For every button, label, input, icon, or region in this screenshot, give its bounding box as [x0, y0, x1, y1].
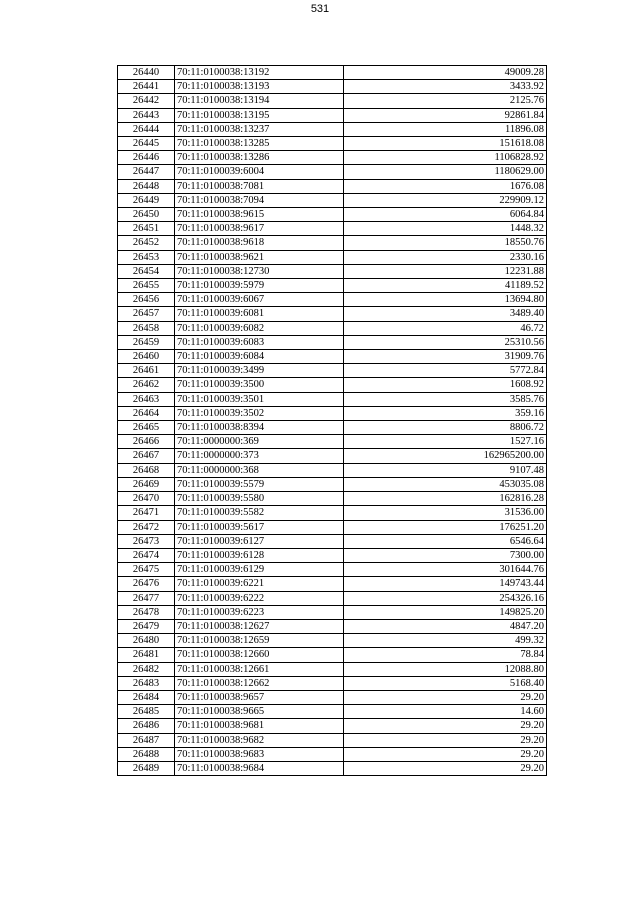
cadastral-number-cell: 70:11:0100039:6221	[175, 577, 344, 591]
value-cell: 29.20	[344, 733, 547, 747]
cadastral-number-cell: 70:11:0100038:9665	[175, 705, 344, 719]
row-number-cell: 26460	[118, 350, 175, 364]
row-number-cell: 26453	[118, 250, 175, 264]
cadastral-number-cell: 70:11:0100038:9681	[175, 719, 344, 733]
cadastral-number-cell: 70:11:0100039:6128	[175, 548, 344, 562]
value-cell: 12231.88	[344, 264, 547, 278]
row-number-cell: 26457	[118, 307, 175, 321]
table-row	[118, 747, 547, 761]
cadastral-number-cell: 70:11:0100039:6127	[175, 534, 344, 548]
table-row	[118, 279, 547, 293]
value-cell: 13694.80	[344, 293, 547, 307]
table-row	[118, 94, 547, 108]
cadastral-number-cell: 70:11:0100038:12730	[175, 264, 344, 278]
cadastral-number-cell: 70:11:0000000:373	[175, 449, 344, 463]
value-cell: 149825.20	[344, 605, 547, 619]
value-cell: 6064.84	[344, 208, 547, 222]
row-number-cell: 26448	[118, 179, 175, 193]
cadastral-number-cell: 70:11:0100039:6084	[175, 350, 344, 364]
cadastral-number-cell: 70:11:0100038:13195	[175, 108, 344, 122]
table-row	[118, 520, 547, 534]
table-row	[118, 80, 547, 94]
row-number-cell: 26458	[118, 321, 175, 335]
value-cell: 2330.16	[344, 250, 547, 264]
value-cell: 1676.08	[344, 179, 547, 193]
table-row	[118, 690, 547, 704]
table-row	[118, 492, 547, 506]
cadastral-number-cell: 70:11:0100039:3501	[175, 392, 344, 406]
row-number-cell: 26450	[118, 208, 175, 222]
value-cell: 31909.76	[344, 350, 547, 364]
row-number-cell: 26444	[118, 122, 175, 136]
table-row	[118, 264, 547, 278]
row-number-cell: 26465	[118, 421, 175, 435]
value-cell: 1527.16	[344, 435, 547, 449]
table-row	[118, 236, 547, 250]
table-row	[118, 548, 547, 562]
row-number-cell: 26483	[118, 676, 175, 690]
table-row	[118, 463, 547, 477]
value-cell: 29.20	[344, 747, 547, 761]
row-number-cell: 26445	[118, 137, 175, 151]
row-number-cell: 26469	[118, 477, 175, 491]
table-body	[118, 66, 547, 776]
row-number-cell: 26476	[118, 577, 175, 591]
cadastral-number-cell: 70:11:0100039:5617	[175, 520, 344, 534]
data-table	[117, 65, 547, 776]
cadastral-number-cell: 70:11:0000000:369	[175, 435, 344, 449]
value-cell: 12088.80	[344, 662, 547, 676]
value-cell: 3585.76	[344, 392, 547, 406]
value-cell: 18550.76	[344, 236, 547, 250]
row-number-cell: 26454	[118, 264, 175, 278]
row-number-cell: 26456	[118, 293, 175, 307]
value-cell: 29.20	[344, 690, 547, 704]
table-row	[118, 222, 547, 236]
cadastral-number-cell: 70:11:0100038:9615	[175, 208, 344, 222]
value-cell: 149743.44	[344, 577, 547, 591]
row-number-cell: 26461	[118, 364, 175, 378]
value-cell: 92861.84	[344, 108, 547, 122]
table-row	[118, 179, 547, 193]
value-cell: 25310.56	[344, 335, 547, 349]
cadastral-number-cell: 70:11:0100038:9682	[175, 733, 344, 747]
table-row	[118, 293, 547, 307]
row-number-cell: 26471	[118, 506, 175, 520]
row-number-cell: 26459	[118, 335, 175, 349]
value-cell: 78.84	[344, 648, 547, 662]
cadastral-number-cell: 70:11:0100038:13193	[175, 80, 344, 94]
cadastral-number-cell: 70:11:0100039:3502	[175, 406, 344, 420]
table-row	[118, 122, 547, 136]
value-cell: 14.60	[344, 705, 547, 719]
cadastral-number-cell: 70:11:0100039:3500	[175, 378, 344, 392]
row-number-cell: 26479	[118, 619, 175, 633]
row-number-cell: 26447	[118, 165, 175, 179]
cadastral-number-cell: 70:11:0100038:13194	[175, 94, 344, 108]
row-number-cell: 26473	[118, 534, 175, 548]
table-row	[118, 506, 547, 520]
cadastral-number-cell: 70:11:0100038:9684	[175, 761, 344, 775]
table-row	[118, 66, 547, 80]
table-row	[118, 591, 547, 605]
row-number-cell: 26478	[118, 605, 175, 619]
row-number-cell: 26446	[118, 151, 175, 165]
table-row	[118, 421, 547, 435]
value-cell: 9107.48	[344, 463, 547, 477]
table-row	[118, 321, 547, 335]
cadastral-number-cell: 70:11:0100038:13237	[175, 122, 344, 136]
table-row	[118, 137, 547, 151]
table-row	[118, 392, 547, 406]
cadastral-number-cell: 70:11:0100038:13285	[175, 137, 344, 151]
table-row	[118, 208, 547, 222]
page-number: 531	[310, 3, 330, 15]
row-number-cell: 26452	[118, 236, 175, 250]
value-cell: 254326.16	[344, 591, 547, 605]
table-row	[118, 719, 547, 733]
row-number-cell: 26487	[118, 733, 175, 747]
table-row	[118, 449, 547, 463]
value-cell: 229909.12	[344, 193, 547, 207]
value-cell: 3433.92	[344, 80, 547, 94]
cadastral-number-cell: 70:11:0100039:6083	[175, 335, 344, 349]
row-number-cell: 26443	[118, 108, 175, 122]
cadastral-number-cell: 70:11:0100038:9617	[175, 222, 344, 236]
value-cell: 8806.72	[344, 421, 547, 435]
value-cell: 176251.20	[344, 520, 547, 534]
table-row	[118, 605, 547, 619]
cadastral-number-cell: 70:11:0100039:6222	[175, 591, 344, 605]
row-number-cell: 26462	[118, 378, 175, 392]
value-cell: 359.16	[344, 406, 547, 420]
cadastral-number-cell: 70:11:0100038:8394	[175, 421, 344, 435]
row-number-cell: 26455	[118, 279, 175, 293]
value-cell: 162965200.00	[344, 449, 547, 463]
row-number-cell: 26442	[118, 94, 175, 108]
cadastral-number-cell: 70:11:0100038:9621	[175, 250, 344, 264]
cadastral-number-cell: 70:11:0100038:12627	[175, 619, 344, 633]
value-cell: 46.72	[344, 321, 547, 335]
row-number-cell: 26463	[118, 392, 175, 406]
value-cell: 499.32	[344, 634, 547, 648]
value-cell: 151618.08	[344, 137, 547, 151]
row-number-cell: 26475	[118, 563, 175, 577]
table-row	[118, 676, 547, 690]
cadastral-number-cell: 70:11:0100038:9683	[175, 747, 344, 761]
table-row	[118, 634, 547, 648]
value-cell: 7300.00	[344, 548, 547, 562]
row-number-cell: 26481	[118, 648, 175, 662]
table-row	[118, 577, 547, 591]
value-cell: 2125.76	[344, 94, 547, 108]
cadastral-number-cell: 70:11:0100039:5979	[175, 279, 344, 293]
value-cell: 5168.40	[344, 676, 547, 690]
row-number-cell: 26474	[118, 548, 175, 562]
value-cell: 29.20	[344, 761, 547, 775]
table-row	[118, 705, 547, 719]
cadastral-number-cell: 70:11:0100038:7081	[175, 179, 344, 193]
cadastral-number-cell: 70:11:0100038:12661	[175, 662, 344, 676]
value-cell: 453035.08	[344, 477, 547, 491]
row-number-cell: 26470	[118, 492, 175, 506]
row-number-cell: 26449	[118, 193, 175, 207]
table-row	[118, 364, 547, 378]
cadastral-number-cell: 70:11:0000000:368	[175, 463, 344, 477]
value-cell: 41189.52	[344, 279, 547, 293]
table-row	[118, 378, 547, 392]
value-cell: 4847.20	[344, 619, 547, 633]
value-cell: 1106828.92	[344, 151, 547, 165]
cadastral-number-cell: 70:11:0100039:5580	[175, 492, 344, 506]
row-number-cell: 26467	[118, 449, 175, 463]
value-cell: 301644.76	[344, 563, 547, 577]
row-number-cell: 26441	[118, 80, 175, 94]
table-row	[118, 477, 547, 491]
table-row	[118, 165, 547, 179]
value-cell: 1180629.00	[344, 165, 547, 179]
row-number-cell: 26440	[118, 66, 175, 80]
cadastral-number-cell: 70:11:0100039:3499	[175, 364, 344, 378]
cadastral-number-cell: 70:11:0100039:6129	[175, 563, 344, 577]
cadastral-number-cell: 70:11:0100038:7094	[175, 193, 344, 207]
value-cell: 49009.28	[344, 66, 547, 80]
row-number-cell: 26477	[118, 591, 175, 605]
table-row	[118, 335, 547, 349]
table-row	[118, 193, 547, 207]
row-number-cell: 26451	[118, 222, 175, 236]
row-number-cell: 26480	[118, 634, 175, 648]
table-row	[118, 733, 547, 747]
table-row	[118, 250, 547, 264]
value-cell: 5772.84	[344, 364, 547, 378]
row-number-cell: 26485	[118, 705, 175, 719]
table-row	[118, 406, 547, 420]
cadastral-number-cell: 70:11:0100039:6082	[175, 321, 344, 335]
row-number-cell: 26486	[118, 719, 175, 733]
cadastral-number-cell: 70:11:0100038:9618	[175, 236, 344, 250]
row-number-cell: 26488	[118, 747, 175, 761]
row-number-cell: 26484	[118, 690, 175, 704]
value-cell: 1448.32	[344, 222, 547, 236]
table-row	[118, 563, 547, 577]
table-row	[118, 534, 547, 548]
cadastral-number-cell: 70:11:0100039:5582	[175, 506, 344, 520]
cadastral-number-cell: 70:11:0100039:6004	[175, 165, 344, 179]
row-number-cell: 26482	[118, 662, 175, 676]
value-cell: 1608.92	[344, 378, 547, 392]
table-row	[118, 151, 547, 165]
cadastral-number-cell: 70:11:0100038:12662	[175, 676, 344, 690]
cadastral-number-cell: 70:11:0100039:6081	[175, 307, 344, 321]
row-number-cell: 26466	[118, 435, 175, 449]
table-row	[118, 619, 547, 633]
cadastral-number-cell: 70:11:0100039:5579	[175, 477, 344, 491]
row-number-cell: 26489	[118, 761, 175, 775]
table-row	[118, 648, 547, 662]
row-number-cell: 26464	[118, 406, 175, 420]
row-number-cell: 26472	[118, 520, 175, 534]
cadastral-number-cell: 70:11:0100039:6223	[175, 605, 344, 619]
table-row	[118, 108, 547, 122]
cadastral-number-cell: 70:11:0100038:13192	[175, 66, 344, 80]
cadastral-number-cell: 70:11:0100038:13286	[175, 151, 344, 165]
value-cell: 11896.08	[344, 122, 547, 136]
cadastral-number-cell: 70:11:0100039:6067	[175, 293, 344, 307]
cadastral-number-cell: 70:11:0100038:12660	[175, 648, 344, 662]
cadastral-number-cell: 70:11:0100038:9657	[175, 690, 344, 704]
table-row	[118, 350, 547, 364]
row-number-cell: 26468	[118, 463, 175, 477]
value-cell: 162816.28	[344, 492, 547, 506]
table-row	[118, 307, 547, 321]
value-cell: 6546.64	[344, 534, 547, 548]
value-cell: 29.20	[344, 719, 547, 733]
table-row	[118, 435, 547, 449]
table-row	[118, 761, 547, 775]
value-cell: 3489.40	[344, 307, 547, 321]
cadastral-number-cell: 70:11:0100038:12659	[175, 634, 344, 648]
table-row	[118, 662, 547, 676]
value-cell: 31536.00	[344, 506, 547, 520]
